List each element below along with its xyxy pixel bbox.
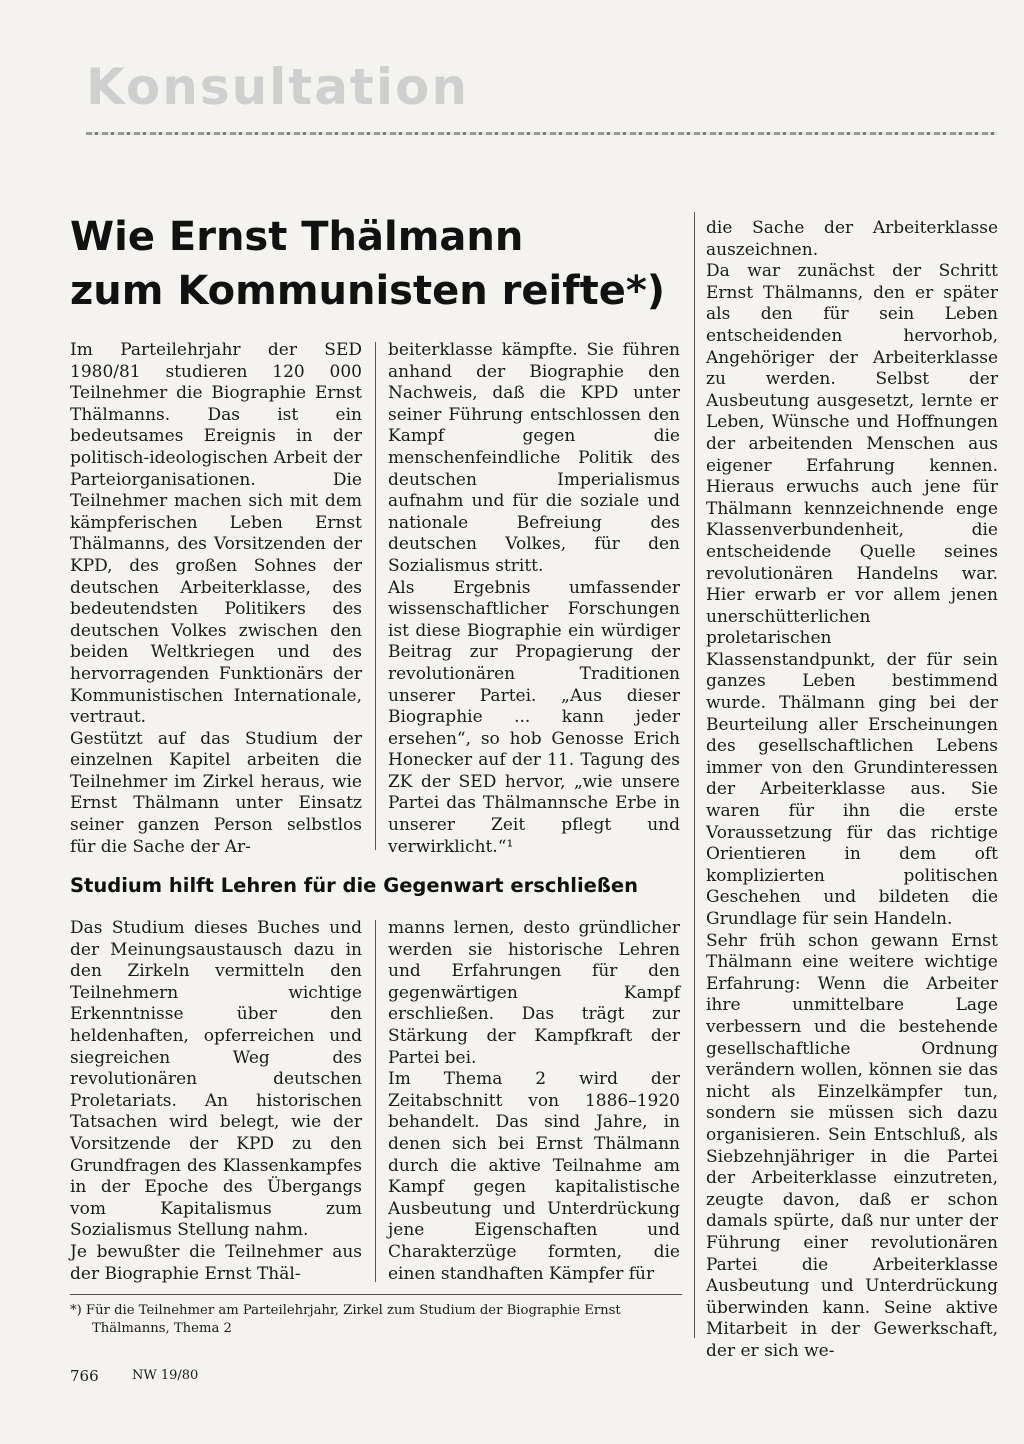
paragraph: Da war zunächst der Schritt Ernst Thälmanns, den er später als den für sein Leben entscheidenden hervorhob, Angehöriger der Arbeiterklasse zu werden. Selbst der Ausbeutung ausgesetzt, lernte er Leben, Wünsche und Hoffnungen der arbeitenden Menschen aus eigener Erfahrung kennen. Hieraus erwuchs auch jene für Thälmann kennzeichnende enge Klassenverbundenheit, die entscheidende Quelle seines revolutionären Handelns war. Hier erwarb er vor allem jenen unerschütterlichen proletarischen Klassenstandpunkt, der für sein ganzes Leben bestimmend wurde. Thälmann ging bei der Beurteilung aller Erscheinungen des gesellschaftlichen Lebens immer von den Grundinteressen der Arbeiterklasse aus. Sie waren für ihn die erste Voraussetzung für das richtige Orientieren in dem oft komplizierten politischen Geschehen und bildeten die Grundlage für sein Handeln. [706, 261, 998, 929]
paragraph: Im Parteilehrjahr der SED 1980/81 studieren 120 000 Teilnehmer die Biographie Ernst Thälmanns. Das ist ein bedeutsames Ereignis in der politisch-ideologischen Arbeit der Parteiorganisationen. Die Teilnehmer machen sich mit dem kämpferischen Leben Ernst Thälmanns, des Vorsitzenden der KPD, des großen Sohnes der deutschen Arbeiterklasse, des bedeutendsten Politikers des deutschen Volkes zwischen den beiden Weltkriegen und des hervorragenden Funktionärs der Kommunistischen Internationale, vertraut. [70, 340, 362, 728]
column-5 [706, 218, 998, 1362]
page-number: 766 [70, 1367, 99, 1385]
footnote [70, 1302, 690, 1338]
paragraph: Je bewußter die Teilnehmer aus der Biographie Ernst Thäl- [70, 1241, 362, 1284]
column-4 [388, 918, 680, 1285]
paragraph: Im Thema 2 wird der Zeitabschnitt von 1886–1920 behandelt. Das sind Jahre, in denen sich bei Ernst Thälmann durch die aktive Teilnahme am Kampf gegen kapitalistische Ausbeutung und Unterdrückung jene Eigenschaften und Charakterzüge formten, die einen standhaften Kämpfer für [388, 1069, 680, 1284]
column-1 [70, 340, 362, 858]
column-divider [375, 342, 376, 850]
section-subheading: Studium hilft Lehren für die Gegenwart erschließen [70, 874, 639, 897]
paragraph: beiterklasse kämpfte. Sie führen anhand der Biographie den Nachweis, daß die KPD unter seiner Führung entschlossen den Kampf gegen die menschenfeindliche Politik des deutschen Imperialismus aufnahm und für die soziale und nationale Befreiung des deutschen Volkes, für den Sozialismus stritt. [388, 340, 680, 576]
footnote-line: *) Für die Teilnehmer am Parteilehrjahr, Zirkel zum Studium der Biographie Ernst [70, 1303, 621, 1318]
issue-label: NW 19/80 [132, 1368, 199, 1383]
title-line-1: Wie Ernst Thälmann [70, 214, 524, 260]
paragraph: Gestützt auf das Studium der einzelnen Kapitel arbeiten die Teilnehmer im Zirkel heraus, wie Ernst Thälmann unter Einsatz seiner ganzen Person selbstlos für die Sache der Ar- [70, 728, 362, 857]
paragraph: manns lernen, desto gründlicher werden sie historische Lehren und Erfahrungen für den gegenwärtigen Kampf erschließen. Das trägt zur Stärkung der Kampfkraft der Partei bei. [388, 918, 680, 1068]
column-divider [694, 212, 695, 1338]
paragraph: Das Studium dieses Buches und der Meinungsaustausch dazu in den Zirkeln vermitteln den Teilnehmern wichtige Erkenntnisse über den heldenhaften, opferreichen und siegreichen Weg des revolutionären deutschen Proletariats. An historischen Tatsachen wird belegt, wie der Vorsitzende der KPD zu den Grundfragen des Klassenkampfes in der Epoche des Übergangs vom Kapitalismus zum Sozialismus Stellung nahm. [70, 918, 362, 1241]
title-line-2: zum Kommunisten reifte*) [70, 268, 666, 314]
column-divider [375, 920, 376, 1282]
section-rubric: Konsultation [86, 58, 469, 116]
footnote-line: Thälmanns, Thema 2 [92, 1321, 232, 1336]
article-title [70, 210, 690, 318]
paragraph: Sehr früh schon gewann Ernst Thälmann eine weitere wichtige Erfahrung: Wenn die Arbeiter ihre unmittelbare Lage verbessern und die bestehende gesellschaftliche Ordnung verändern wollen, können sie das nicht als Einzelkämpfer tun, sondern sie müssen sich dazu organisieren. Sein Entschluß, als Siebzehnjähriger in die Partei der Arbeiterklasse einzutreten, zeugte davon, daß er schon damals spürte, daß nur unter der Führung einer revolutionären Partei die Arbeiterklasse Ausbeutung und Unterdrückung überwinden kann. Seine aktive Mitarbeit in der Gewerkschaft, der er sich we- [706, 930, 998, 1361]
column-2 [388, 340, 680, 858]
paragraph: die Sache der Arbeiterklasse auszeichnen. [706, 218, 998, 260]
footnote-rule [70, 1294, 682, 1295]
column-3 [70, 918, 362, 1285]
rubric-rule [86, 132, 998, 135]
paragraph: Als Ergebnis umfassender wissenschaftlicher Forschungen ist diese Biographie ein würdiger Beitrag zur Propagierung der revolutionären Traditionen unserer Partei. „Aus dieser Biographie ... kann jeder ersehen“, so hob Genosse Erich Honecker auf der 11. Tagung des ZK der SED hervor, „wie unsere Partei das Thälmannsche Erbe in unserer Zeit pflegt und verwirklicht.“¹ [388, 577, 680, 857]
